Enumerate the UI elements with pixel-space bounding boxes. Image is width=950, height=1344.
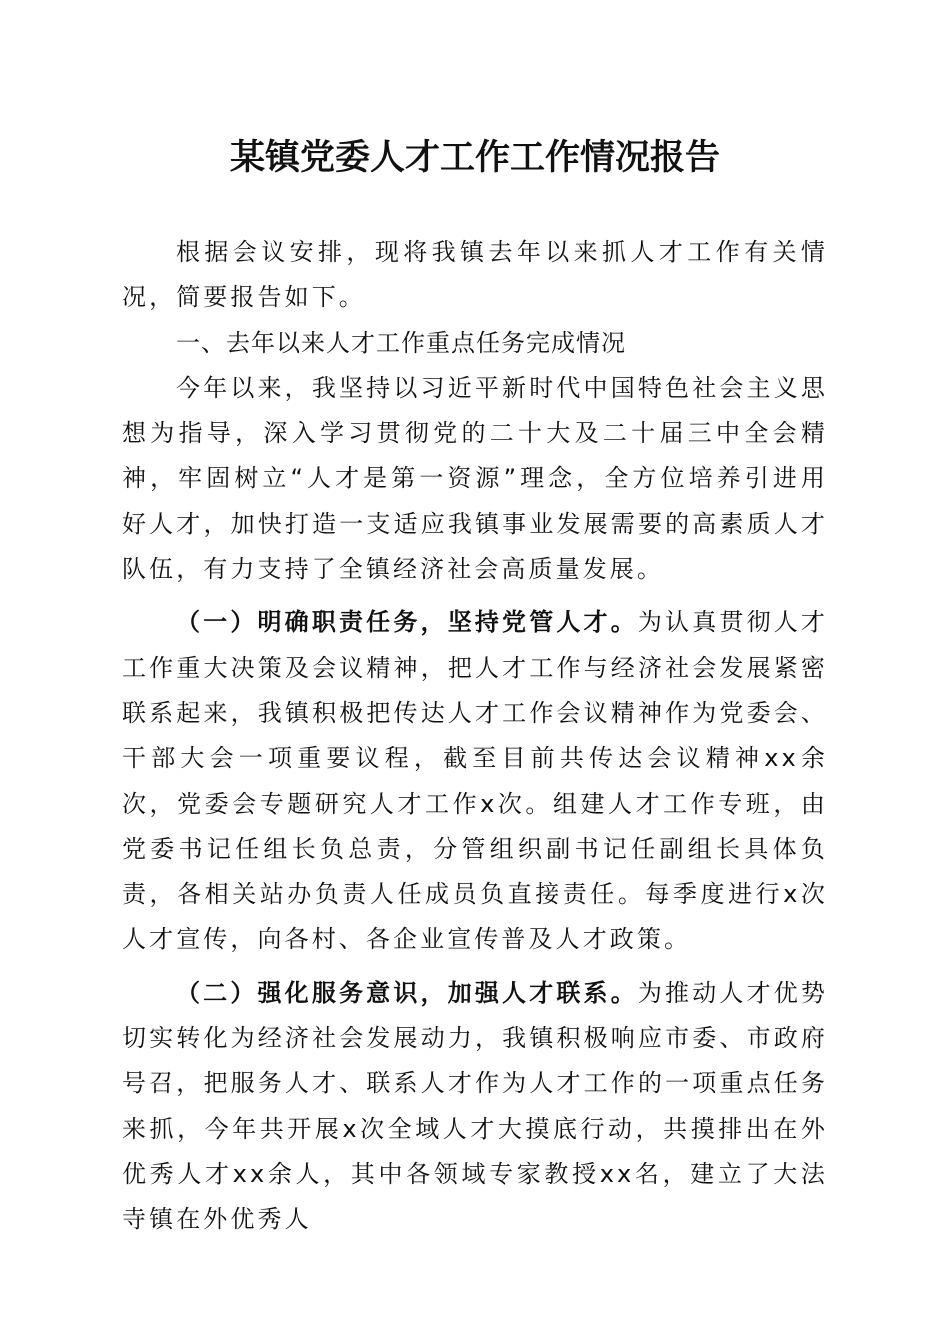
document-body <box>122 230 828 1243</box>
document-title: 某镇党委人才工作工作情况报告 <box>229 137 720 178</box>
item-text-1: 为认真贯彻人才工作重大决策及会议精神，把人才工作与经济社会发展紧密联系起来，我镇积极把传达人才工作会议精神作为党委会、干部大会一项重要议程，截至目前共传达会议精神xx余次，党委会专题研究人才工作x次。组建人才工作专班，由党委书记任组长负总责，分管组织副书记任副组长具体负责，各相关站办负责人任成员负直接责任。每季度进行x次人才宣传，向各村、各企业宣传普及人才政策。 <box>122 608 829 954</box>
item-paragraph-1 <box>122 600 828 962</box>
intro-paragraph: 根据会议安排，现将我镇去年以来抓人才工作有关情况，简要报告如下。 <box>122 238 828 312</box>
section-heading: 一、去年以来人才工作重点任务完成情况 <box>176 328 626 357</box>
item-paragraph-2 <box>122 971 828 1243</box>
item-heading-2: （二）强化服务意识，加强人才联系。 <box>176 978 638 1007</box>
item-text-2: 为推动人才优势切实转化为经济社会发展动力，我镇积极响应市委、市政府号召，把服务人才、联系人才作为人才工作的一项重点任务来抓，今年共开展x次全域人才大摸底行动，共摸排出在外优秀人才xx余人，其中各领域专家教授xx名，建立了大法寺镇在外优秀人 <box>122 978 829 1234</box>
section-paragraph: 今年以来，我坚持以习近平新时代中国特色社会主义思想为指导，深入学习贯彻党的二十大及二十届三中全会精神，牢固树立“人才是第一资源”理念，全方位培养引进用好人才，加快打造一支适应我镇事业发展需要的高素质人才队伍，有力支持了全镇经济社会高质量发展。 <box>122 373 828 584</box>
paragraph-gap <box>122 963 828 971</box>
item-heading-1: （一）明确职责任务，坚持党管人才。 <box>176 608 638 637</box>
paragraph-gap <box>122 592 828 600</box>
